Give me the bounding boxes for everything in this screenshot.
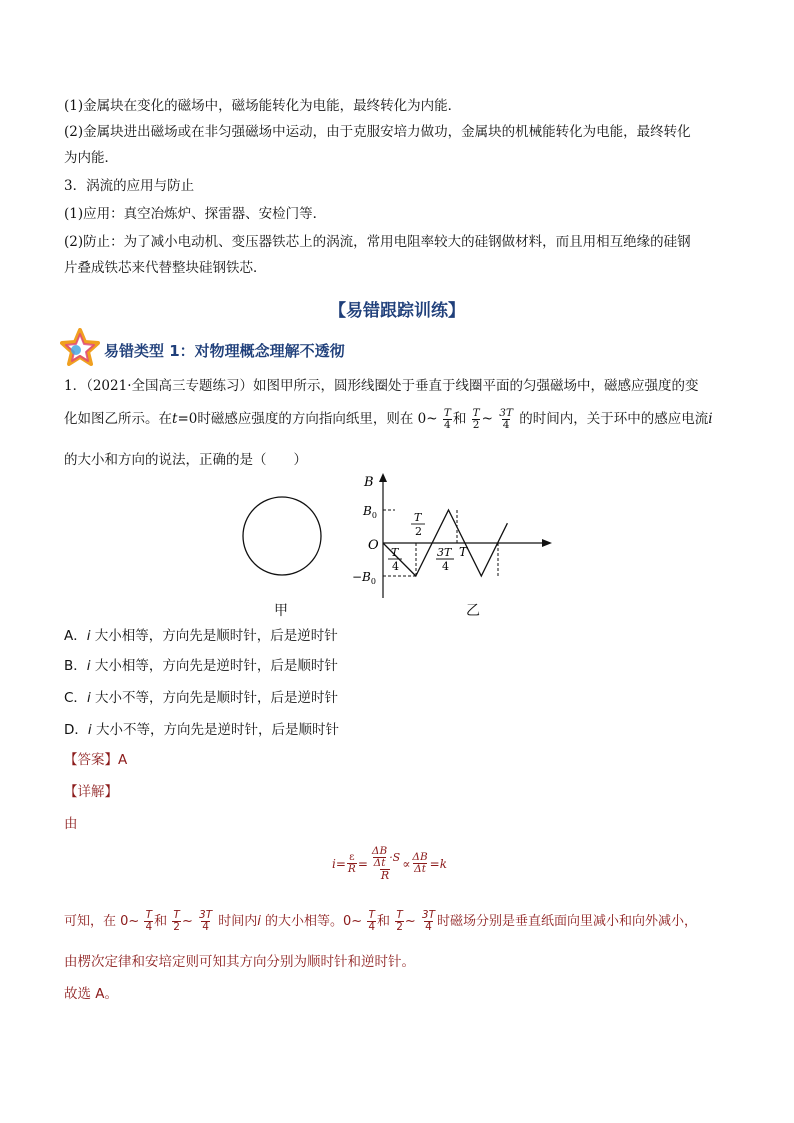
label-neg-b0: $-B_0$ bbox=[352, 570, 376, 586]
b-t-graph bbox=[350, 470, 560, 610]
detail-line-1: 可知，在 0~ $\frac{T}{4}$ 和 $\frac{T}{2}$ ~ $\frac{3T}{4}$ 时间内i 的大小相等。0~ $\frac{T}{4}$ 和 $\frac{T}{2}$ ~ $\frac{3T}{4}$ 时磁场分别是垂直纸面向里减小和向外减小， bbox=[64, 909, 698, 933]
fraction-3T-over-4: $\frac{3T}{4}$ bbox=[499, 407, 513, 431]
fraction-T-over-4: $\frac{T}{4}$ bbox=[443, 407, 451, 431]
intro-line-5a: (2)防止：为了减小电动机、变压器铁芯上的涡流，常用电阻率较大的硅钢做材料，而且用相互绝缘的硅钢 bbox=[64, 234, 691, 250]
error-type-heading: 易错类型 1：对物理概念理解不透彻 bbox=[104, 342, 345, 360]
circle-coil-figure bbox=[240, 494, 324, 578]
detail-line-2: 由楞次定律和安培定则可知其方向分别为顺时针和逆时针。 bbox=[64, 954, 415, 970]
formula: i = $\frac{\varepsilon}{R}$ = $\frac{\Delta B}{\Delta t}$ ·S R ∝ $\frac{\Delta B}{\Delta t}$ = k bbox=[332, 845, 448, 882]
detail-tag: 【详解】 bbox=[64, 784, 118, 800]
intro-line-3: 3．涡流的应用与防止 bbox=[64, 178, 195, 194]
figure-label-jia: 甲 bbox=[274, 603, 288, 619]
tick-3t-quarter-den: 4 bbox=[442, 560, 449, 573]
tick-t-half-den: 2 bbox=[415, 525, 422, 538]
tick-t-quarter-den: 4 bbox=[392, 560, 399, 573]
y-axis-arrow bbox=[379, 473, 387, 482]
x-axis-arrow bbox=[542, 539, 552, 547]
tick-t: T bbox=[459, 545, 468, 559]
detail-line-3: 故选 A。 bbox=[64, 986, 119, 1002]
option-a[interactable]: A．i 大小相等，方向先是顺时针，后是逆时针 bbox=[64, 628, 338, 644]
answer-line: 【答案】A bbox=[64, 752, 128, 768]
question-line-2: 化如图乙所示。在t=0时磁感应强度的方向指向纸里，则在 0~ $\frac{T}{4}$ 和 $\frac{T}{2}$ ~ $\frac{3T}{4}$ 的时间内，关于环中的感应电流i bbox=[64, 407, 713, 431]
option-c[interactable]: C．i 大小不等，方向先是顺时针，后是逆时针 bbox=[64, 690, 338, 706]
section-title: 【易错跟踪训练】 bbox=[329, 301, 465, 321]
tick-t-quarter-num: T bbox=[391, 546, 399, 559]
tick-3t-quarter-num: 3T bbox=[437, 546, 452, 559]
question-line-3: 的大小和方向的说法，正确的是（ ） bbox=[64, 452, 307, 468]
intro-line-1: (1)金属块在变化的磁场中，磁场能转化为电能，最终转化为内能． bbox=[64, 98, 462, 114]
intro-line-2b: 为内能． bbox=[64, 150, 118, 166]
intro-line-2a: (2)金属块进出磁场或在非匀强磁场中运动，由于克服安培力做功，金属块的机械能转化为电能，最终转化 bbox=[64, 124, 691, 140]
label-b0: $B_0$ bbox=[363, 504, 377, 520]
question-line-1: 1．（2021·全国高三专题练习）如图甲所示，圆形线圈处于垂直于线圈平面的匀强磁场中，磁感应强度的变 bbox=[64, 378, 699, 394]
intro-line-4: (1)应用：真空冶炼炉、探雷器、安检门等． bbox=[64, 206, 327, 222]
option-d[interactable]: D．i 大小不等，方向先是逆时针，后是顺时针 bbox=[64, 722, 339, 738]
fraction-T-over-2: $\frac{T}{2}$ bbox=[472, 407, 480, 431]
detail-you: 由 bbox=[64, 816, 78, 832]
option-b[interactable]: B．i 大小相等，方向先是逆时针，后是顺时针 bbox=[64, 658, 338, 674]
intro-line-5b: 片叠成铁芯来代替整块硅钢铁芯． bbox=[64, 260, 267, 276]
origin-label: O bbox=[368, 538, 379, 553]
star-icon bbox=[60, 328, 100, 366]
axis-label-b: B bbox=[364, 475, 374, 490]
tick-t-half-num: T bbox=[414, 511, 422, 524]
figure-label-yi: 乙 bbox=[466, 603, 480, 619]
